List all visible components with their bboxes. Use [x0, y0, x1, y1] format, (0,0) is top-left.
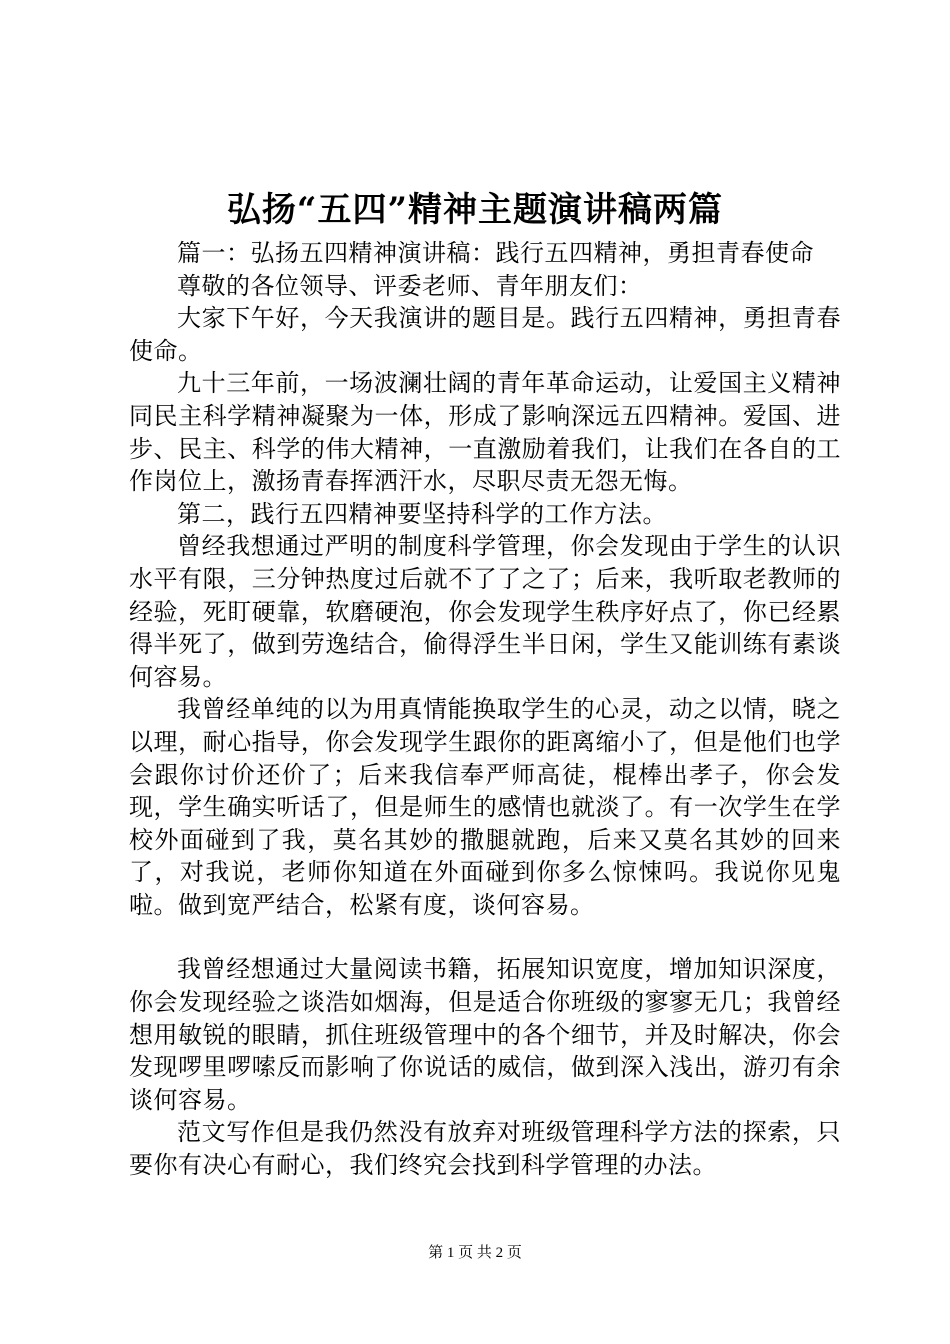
document-body [129, 237, 841, 1182]
paragraph-greeting: 大家下午好，今天我演讲的题目是。践行五四精神，勇担青春使命。 [129, 304, 841, 365]
paragraph-point-two: 第二，践行五四精神要坚持科学的工作方法。 [177, 499, 667, 528]
paragraph-reading: 我曾经想通过大量阅读书籍，拓展知识宽度，增加知识深度，你会发现经验之谈浩如烟海，但是适合你班级的寥寥无几；我曾经想用敏锐的眼睛，抓住班级管理中的各个细节，并及时解决，你会发现啰里啰嗦反而影响了你说话的威信，做到深入浅出，游刃有余谈何容易。 [129, 955, 841, 1114]
paragraph-management: 曾经我想通过严明的制度科学管理，你会发现由于学生的认识水平有限，三分钟热度过后就不了了之了；后来，我听取老教师的经验，死盯硬靠，软磨硬泡，你会发现学生秩序好点了，你已经累得半死了，做到劳逸结合，偷得浮生半日闲，学生又能训练有素谈何容易。 [129, 532, 841, 691]
document-title: 弘扬“五四”精神主题演讲稿两篇 [226, 190, 724, 230]
paragraph-conclusion: 范文写作但是我仍然没有放弃对班级管理科学方法的探索，只要你有决心有耐心，我们终究会找到科学管理的办法。 [129, 1118, 841, 1180]
paragraph-emotion: 我曾经单纯的以为用真情能换取学生的心灵，动之以情，晓之以理，耐心指导，你会发现学生跟你的距离缩小了，但是他们也学会跟你讨价还价了；后来我信奉严师高徒，棍棒出孝子，你会发现，学生确实听话了，但是师生的感情也就淡了。有一次学生在学校外面碰到了我，莫名其妙的撒腿就跑，后来又莫名其妙的回来了，对我说，老师你知道在外面碰到你多么惊悚吗。我说你见鬼啦。做到宽严结合，松紧有度，谈何容易。 [129, 695, 841, 919]
paragraph-heading-1: 篇一：弘扬五四精神演讲稿：践行五四精神，勇担青春使命 [177, 239, 814, 267]
paragraph-salutation: 尊敬的各位领导、评委老师、青年朋友们： [177, 271, 643, 300]
page-number: 第 1 页 共 2 页 [428, 1245, 522, 1261]
paragraph-history: 九十三年前，一场波澜壮阔的青年革命运动，让爱国主义精神同民主科学精神凝聚为一体，形成了影响深远五四精神。爱国、进步、民主、科学的伟大精神，一直激励着我们，让我们在各自的工作岗位上，激扬青春挥洒汗水，尽职尽责无怨无悔。 [129, 369, 841, 496]
